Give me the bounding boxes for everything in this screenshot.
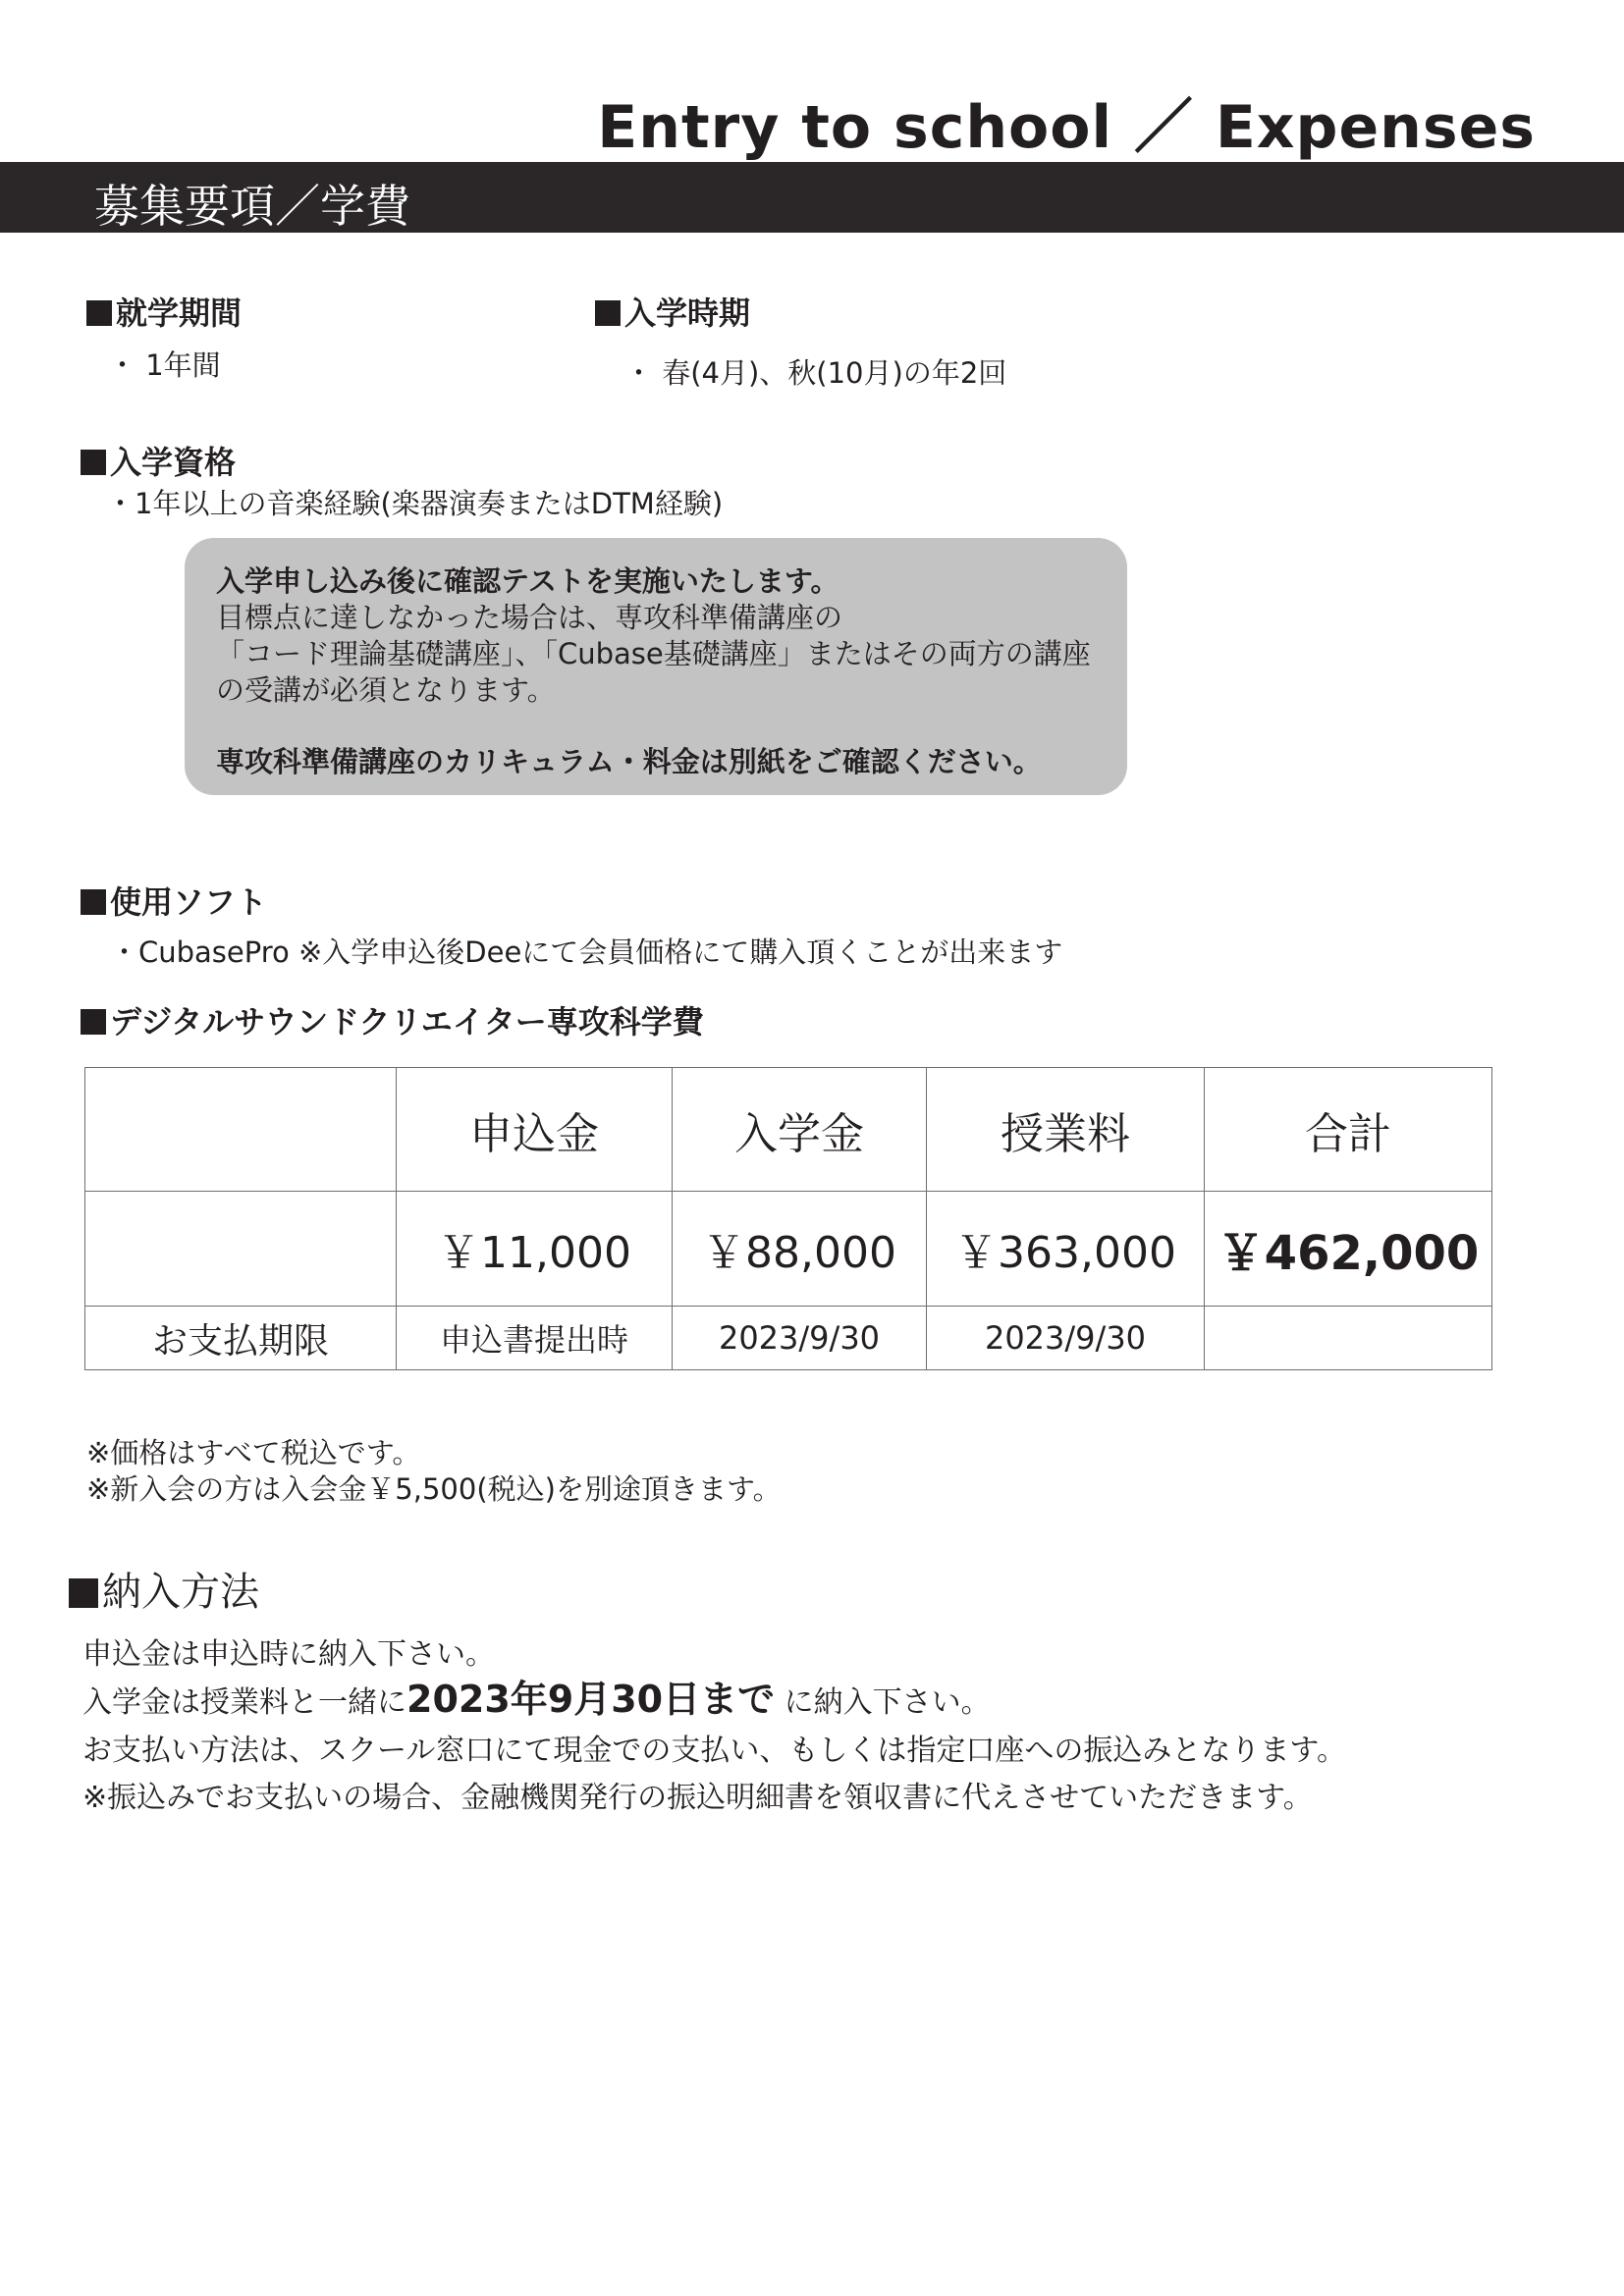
note-line-5: 専攻科準備講座のカリキュラム・料金は別紙をご確認ください。 — [216, 745, 1042, 778]
fees-heading: デジタルサウンドクリエイター専攻科学費 — [81, 997, 704, 1042]
payment-heading: 納入方法 — [69, 1561, 259, 1617]
period-heading: 就学期間 — [86, 289, 242, 334]
header-empty-cell — [85, 1068, 397, 1192]
software-value: ・CubasePro ※入学申込後Deeにて会員価格にて購入頂くことが出来ます — [110, 935, 1063, 969]
payment-line-2 — [82, 1669, 991, 1723]
footnote-1: ※価格はすべて税込です。 — [86, 1436, 421, 1469]
payment-deadline-emphasis: 2023年9月30日まで — [406, 1678, 776, 1721]
amount-application-fee: ￥11,000 — [397, 1192, 673, 1307]
page-title-jp: 募集要項／学費 — [94, 180, 410, 233]
payment-line-1: 申込金は申込時に納入下さい。 — [82, 1637, 495, 1672]
footnote-2: ※新入会の方は入会金￥5,500(税込)を別途頂きます。 — [86, 1472, 782, 1506]
amount-admission-fee: ￥88,000 — [673, 1192, 927, 1307]
square-bullet-icon — [81, 1009, 106, 1035]
amount-empty-cell — [85, 1192, 397, 1307]
software-heading: 使用ソフト — [81, 878, 267, 923]
entry-time-heading: 入学時期 — [595, 289, 750, 334]
amount-total: ￥462,000 — [1205, 1192, 1492, 1307]
payment-line-4: ※振込みでお支払いの場合、金融機関発行の振込明細書を領収書に代えさせていただきます。 — [82, 1781, 1313, 1815]
header-tuition: 授業料 — [927, 1068, 1205, 1192]
note-line-1: 入学申し込み後に確認テストを実施いたします。 — [216, 564, 839, 598]
square-bullet-icon — [69, 1578, 98, 1608]
table-row — [85, 1192, 1492, 1307]
payment-line-2-post: に納入下さい。 — [775, 1685, 991, 1720]
deadline-application-fee: 申込書提出時 — [397, 1307, 673, 1370]
deadline-tuition: 2023/9/30 — [927, 1307, 1205, 1370]
square-bullet-icon — [81, 889, 106, 915]
fees-table — [84, 1067, 1492, 1370]
page-title-en: Entry to school ／ Expenses — [597, 93, 1536, 162]
amount-tuition: ￥363,000 — [927, 1192, 1205, 1307]
payment-line-3: お支払い方法は、スクール窓口にて現金での支払い、もしくは指定口座への振込みとなります。 — [82, 1734, 1346, 1768]
period-value: ・ 1年間 — [108, 348, 221, 382]
deadline-admission-fee: 2023/9/30 — [673, 1307, 927, 1370]
table-row — [85, 1307, 1492, 1370]
square-bullet-icon — [81, 450, 106, 475]
deadline-label: お支払期限 — [85, 1307, 397, 1370]
qualification-value: ・1年以上の音楽経験(楽器演奏またはDTM経験) — [106, 487, 724, 520]
note-line-3: 「コード理論基礎講座」、「Cubase基礎講座」またはその両方の講座 — [216, 637, 1091, 670]
qualification-heading: 入学資格 — [81, 438, 236, 483]
note-line-2: 目標点に達しなかった場合は、専攻科準備講座の — [216, 601, 843, 634]
deadline-total — [1205, 1307, 1492, 1370]
header-application-fee: 申込金 — [397, 1068, 673, 1192]
header-total: 合計 — [1205, 1068, 1492, 1192]
header-admission-fee: 入学金 — [673, 1068, 927, 1192]
square-bullet-icon — [86, 300, 112, 326]
square-bullet-icon — [595, 300, 621, 326]
table-row — [85, 1068, 1492, 1192]
entry-time-value: ・ 春(4月)、秋(10月)の年2回 — [624, 356, 1007, 390]
note-line-4: の受講が必須となります。 — [216, 673, 556, 707]
payment-line-2-pre: 入学金は授業料と一緒に — [82, 1685, 406, 1720]
